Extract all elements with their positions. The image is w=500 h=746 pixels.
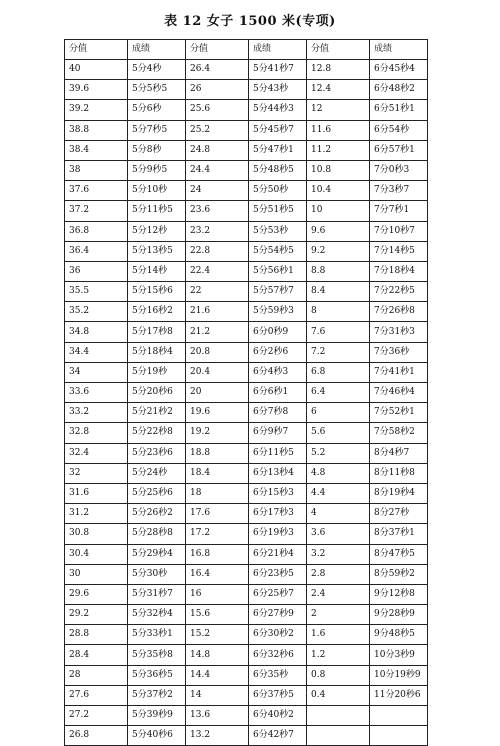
time-cell: 5分32秒4 — [128, 605, 186, 625]
time-cell: 7分10秒7 — [370, 221, 428, 241]
time-cell: 5分31秒7 — [128, 584, 186, 604]
score-cell: 34 — [65, 362, 128, 382]
time-cell: 5分48秒5 — [249, 160, 307, 180]
score-cell: 18.8 — [186, 443, 249, 463]
score-cell: 36.8 — [65, 221, 128, 241]
time-cell: 5分16秒2 — [128, 302, 186, 322]
score-cell: 28.8 — [65, 625, 128, 645]
table-row — [65, 665, 428, 685]
time-cell: 5分40秒6 — [128, 726, 186, 746]
score-cell: 1.2 — [307, 645, 370, 665]
table-row — [65, 201, 428, 221]
score-cell: 0.4 — [307, 685, 370, 705]
time-cell: 7分41秒1 — [370, 362, 428, 382]
time-cell: 7分36秒 — [370, 342, 428, 362]
time-cell: 5分53秒 — [249, 221, 307, 241]
time-cell: 5分4秒 — [128, 60, 186, 80]
score-cell: 3.2 — [307, 544, 370, 564]
score-cell: 24.4 — [186, 160, 249, 180]
header-row — [65, 40, 428, 60]
score-cell: 15.2 — [186, 625, 249, 645]
time-cell: 6分2秒6 — [249, 342, 307, 362]
time-cell: 5分12秒 — [128, 221, 186, 241]
time-cell: 5分15秒6 — [128, 282, 186, 302]
time-cell: 5分5秒5 — [128, 80, 186, 100]
time-cell: 5分22秒8 — [128, 423, 186, 443]
time-cell: 7分46秒4 — [370, 383, 428, 403]
score-table-body — [65, 60, 428, 746]
time-cell: 8分4秒7 — [370, 443, 428, 463]
time-cell: 6分32秒6 — [249, 645, 307, 665]
time-cell: 6分15秒3 — [249, 483, 307, 503]
table-row — [65, 60, 428, 80]
time-cell: 8分37秒1 — [370, 524, 428, 544]
score-cell: 30.8 — [65, 524, 128, 544]
score-cell: 26.4 — [186, 60, 249, 80]
score-cell: 10.8 — [307, 160, 370, 180]
score-cell: 9.2 — [307, 241, 370, 261]
score-cell: 7.2 — [307, 342, 370, 362]
header-cell: 成绩 — [128, 40, 186, 60]
score-cell: 35.5 — [65, 282, 128, 302]
score-cell: 33.2 — [65, 403, 128, 423]
table-row — [65, 605, 428, 625]
score-cell: 26.8 — [65, 726, 128, 746]
time-cell: 5分28秒8 — [128, 524, 186, 544]
score-cell: 8.8 — [307, 261, 370, 281]
score-cell: 31.6 — [65, 483, 128, 503]
time-cell: 5分45秒7 — [249, 120, 307, 140]
time-cell: 9分28秒9 — [370, 605, 428, 625]
score-cell: 13.6 — [186, 706, 249, 726]
score-cell: 20.8 — [186, 342, 249, 362]
score-table — [64, 39, 428, 746]
time-cell: 5分7秒5 — [128, 120, 186, 140]
score-cell: 7.6 — [307, 322, 370, 342]
time-cell: 7分14秒5 — [370, 241, 428, 261]
time-cell: 5分29秒4 — [128, 544, 186, 564]
time-cell: 8分59秒2 — [370, 564, 428, 584]
time-cell: 5分39秒9 — [128, 706, 186, 726]
time-cell: 5分18秒4 — [128, 342, 186, 362]
time-cell: 5分21秒2 — [128, 403, 186, 423]
score-cell: 17.2 — [186, 524, 249, 544]
time-cell: 7分7秒1 — [370, 201, 428, 221]
time-cell: 8分11秒8 — [370, 463, 428, 483]
time-cell: 5分30秒 — [128, 564, 186, 584]
score-cell: 9.6 — [307, 221, 370, 241]
table-row — [65, 645, 428, 665]
score-cell: 27.6 — [65, 685, 128, 705]
table-row — [65, 423, 428, 443]
score-cell: 40 — [65, 60, 128, 80]
score-cell: 4.4 — [307, 483, 370, 503]
score-cell: 29.2 — [65, 605, 128, 625]
score-cell: 32.4 — [65, 443, 128, 463]
time-cell: 5分41秒7 — [249, 60, 307, 80]
time-cell: 7分0秒3 — [370, 160, 428, 180]
table-row — [65, 544, 428, 564]
score-cell: 25.2 — [186, 120, 249, 140]
time-cell: 9分48秒5 — [370, 625, 428, 645]
header-cell: 分值 — [307, 40, 370, 60]
time-cell: 5分33秒1 — [128, 625, 186, 645]
time-cell: 5分9秒5 — [128, 160, 186, 180]
score-cell: 3.6 — [307, 524, 370, 544]
time-cell: 7分58秒2 — [370, 423, 428, 443]
score-cell: 37.6 — [65, 181, 128, 201]
time-cell: 7分26秒8 — [370, 302, 428, 322]
time-cell: 6分17秒3 — [249, 504, 307, 524]
score-cell: 38.8 — [65, 120, 128, 140]
score-cell: 5.6 — [307, 423, 370, 443]
score-cell: 1.6 — [307, 625, 370, 645]
time-cell — [370, 706, 428, 726]
score-cell: 30.4 — [65, 544, 128, 564]
time-cell: 5分20秒6 — [128, 383, 186, 403]
score-cell: 27.2 — [65, 706, 128, 726]
time-cell: 7分31秒3 — [370, 322, 428, 342]
score-cell: 28.4 — [65, 645, 128, 665]
header-cell: 成绩 — [370, 40, 428, 60]
time-cell: 5分19秒 — [128, 362, 186, 382]
table-row — [65, 403, 428, 423]
score-cell: 26 — [186, 80, 249, 100]
score-cell: 10.4 — [307, 181, 370, 201]
table-row — [65, 504, 428, 524]
score-cell: 25.6 — [186, 100, 249, 120]
score-cell: 12.8 — [307, 60, 370, 80]
score-cell: 37.2 — [65, 201, 128, 221]
table-row — [65, 100, 428, 120]
time-cell: 6分30秒2 — [249, 625, 307, 645]
table-row — [65, 584, 428, 604]
score-cell: 16.8 — [186, 544, 249, 564]
score-cell: 24.8 — [186, 140, 249, 160]
time-cell: 5分11秒5 — [128, 201, 186, 221]
table-row — [65, 302, 428, 322]
score-cell: 8 — [307, 302, 370, 322]
score-cell: 39.6 — [65, 80, 128, 100]
score-cell: 36.4 — [65, 241, 128, 261]
time-cell: 6分21秒4 — [249, 544, 307, 564]
time-cell: 7分22秒5 — [370, 282, 428, 302]
time-cell: 10分3秒9 — [370, 645, 428, 665]
score-cell: 34.8 — [65, 322, 128, 342]
table-row — [65, 221, 428, 241]
table-row — [65, 483, 428, 503]
score-cell: 18.4 — [186, 463, 249, 483]
time-cell: 5分14秒 — [128, 261, 186, 281]
table-row — [65, 160, 428, 180]
score-cell: 20 — [186, 383, 249, 403]
time-cell: 10分19秒9 — [370, 665, 428, 685]
score-cell: 38.4 — [65, 140, 128, 160]
time-cell: 5分10秒 — [128, 181, 186, 201]
header-cell: 成绩 — [249, 40, 307, 60]
table-row — [65, 282, 428, 302]
time-cell: 6分25秒7 — [249, 584, 307, 604]
time-cell: 5分25秒6 — [128, 483, 186, 503]
time-cell: 6分13秒4 — [249, 463, 307, 483]
score-cell: 22.8 — [186, 241, 249, 261]
score-cell: 10 — [307, 201, 370, 221]
table-row — [65, 443, 428, 463]
score-cell: 15.6 — [186, 605, 249, 625]
score-cell: 12 — [307, 100, 370, 120]
time-cell: 5分43秒 — [249, 80, 307, 100]
time-cell: 5分8秒 — [128, 140, 186, 160]
time-cell: 5分13秒5 — [128, 241, 186, 261]
score-cell: 18 — [186, 483, 249, 503]
time-cell: 11分20秒6 — [370, 685, 428, 705]
score-cell: 5.2 — [307, 443, 370, 463]
score-cell: 11.2 — [307, 140, 370, 160]
score-cell: 21.2 — [186, 322, 249, 342]
table-row — [65, 524, 428, 544]
score-cell — [307, 706, 370, 726]
score-cell: 33.6 — [65, 383, 128, 403]
score-cell: 30 — [65, 564, 128, 584]
score-cell: 23.2 — [186, 221, 249, 241]
score-cell: 39.2 — [65, 100, 128, 120]
score-cell: 20.4 — [186, 362, 249, 382]
table-row — [65, 706, 428, 726]
score-cell: 4.8 — [307, 463, 370, 483]
header-cell: 分值 — [186, 40, 249, 60]
score-cell: 29.6 — [65, 584, 128, 604]
time-cell: 5分54秒5 — [249, 241, 307, 261]
table-row — [65, 625, 428, 645]
table-title: 表 12 女子 1500 米(专项) — [164, 14, 336, 29]
score-cell: 19.6 — [186, 403, 249, 423]
time-cell: 5分24秒 — [128, 463, 186, 483]
score-cell: 32.8 — [65, 423, 128, 443]
time-cell: 9分12秒8 — [370, 584, 428, 604]
score-cell: 6.4 — [307, 383, 370, 403]
time-cell: 5分50秒 — [249, 181, 307, 201]
time-cell: 6分54秒 — [370, 120, 428, 140]
table-row — [65, 181, 428, 201]
header-cell: 分值 — [65, 40, 128, 60]
time-cell: 6分6秒1 — [249, 383, 307, 403]
time-cell: 5分51秒5 — [249, 201, 307, 221]
score-cell: 16.4 — [186, 564, 249, 584]
score-cell: 13.2 — [186, 726, 249, 746]
score-cell: 22 — [186, 282, 249, 302]
time-cell: 6分45秒4 — [370, 60, 428, 80]
table-row — [65, 362, 428, 382]
time-cell: 7分52秒1 — [370, 403, 428, 423]
table-row — [65, 685, 428, 705]
table-row — [65, 342, 428, 362]
score-cell: 28 — [65, 665, 128, 685]
table-row — [65, 463, 428, 483]
score-cell: 35.2 — [65, 302, 128, 322]
time-cell: 5分23秒6 — [128, 443, 186, 463]
score-cell: 11.6 — [307, 120, 370, 140]
score-cell: 12.4 — [307, 80, 370, 100]
score-cell: 16 — [186, 584, 249, 604]
time-cell: 6分40秒2 — [249, 706, 307, 726]
score-cell: 38 — [65, 160, 128, 180]
score-cell: 19.2 — [186, 423, 249, 443]
table-row — [65, 564, 428, 584]
time-cell: 6分27秒9 — [249, 605, 307, 625]
table-row — [65, 120, 428, 140]
score-cell: 2 — [307, 605, 370, 625]
time-cell: 5分59秒3 — [249, 302, 307, 322]
score-cell: 34.4 — [65, 342, 128, 362]
time-cell: 8分27秒 — [370, 504, 428, 524]
score-cell: 24 — [186, 181, 249, 201]
table-row — [65, 726, 428, 746]
time-cell: 5分6秒 — [128, 100, 186, 120]
table-row — [65, 140, 428, 160]
score-cell: 4 — [307, 504, 370, 524]
time-cell: 5分35秒8 — [128, 645, 186, 665]
time-cell: 5分26秒2 — [128, 504, 186, 524]
score-cell: 21.6 — [186, 302, 249, 322]
time-cell: 5分56秒1 — [249, 261, 307, 281]
time-cell: 6分57秒1 — [370, 140, 428, 160]
time-cell — [370, 726, 428, 746]
score-cell: 2.4 — [307, 584, 370, 604]
score-cell: 22.4 — [186, 261, 249, 281]
time-cell: 5分17秒8 — [128, 322, 186, 342]
time-cell: 6分4秒3 — [249, 362, 307, 382]
time-cell: 6分19秒3 — [249, 524, 307, 544]
score-cell — [307, 726, 370, 746]
time-cell: 5分37秒2 — [128, 685, 186, 705]
score-cell: 0.8 — [307, 665, 370, 685]
score-cell: 17.6 — [186, 504, 249, 524]
time-cell: 5分57秒7 — [249, 282, 307, 302]
time-cell: 8分47秒5 — [370, 544, 428, 564]
score-cell: 14.4 — [186, 665, 249, 685]
score-cell: 6 — [307, 403, 370, 423]
time-cell: 5分36秒5 — [128, 665, 186, 685]
time-cell: 6分42秒7 — [249, 726, 307, 746]
table-row — [65, 241, 428, 261]
time-cell: 8分19秒4 — [370, 483, 428, 503]
time-cell: 6分48秒2 — [370, 80, 428, 100]
time-cell: 5分47秒1 — [249, 140, 307, 160]
time-cell: 6分9秒7 — [249, 423, 307, 443]
score-cell: 6.8 — [307, 362, 370, 382]
time-cell: 6分37秒5 — [249, 685, 307, 705]
score-cell: 23.6 — [186, 201, 249, 221]
time-cell: 5分44秒3 — [249, 100, 307, 120]
score-cell: 8.4 — [307, 282, 370, 302]
time-cell: 6分51秒1 — [370, 100, 428, 120]
time-cell: 6分7秒8 — [249, 403, 307, 423]
score-cell: 31.2 — [65, 504, 128, 524]
time-cell: 7分18秒4 — [370, 261, 428, 281]
score-cell: 14 — [186, 685, 249, 705]
score-cell: 32 — [65, 463, 128, 483]
time-cell: 7分3秒7 — [370, 181, 428, 201]
score-cell: 36 — [65, 261, 128, 281]
score-cell: 14.8 — [186, 645, 249, 665]
time-cell: 6分23秒5 — [249, 564, 307, 584]
table-row — [65, 261, 428, 281]
table-row — [65, 322, 428, 342]
table-row — [65, 80, 428, 100]
table-row — [65, 383, 428, 403]
time-cell: 6分11秒5 — [249, 443, 307, 463]
time-cell: 6分0秒9 — [249, 322, 307, 342]
time-cell: 6分35秒 — [249, 665, 307, 685]
score-cell: 2.8 — [307, 564, 370, 584]
